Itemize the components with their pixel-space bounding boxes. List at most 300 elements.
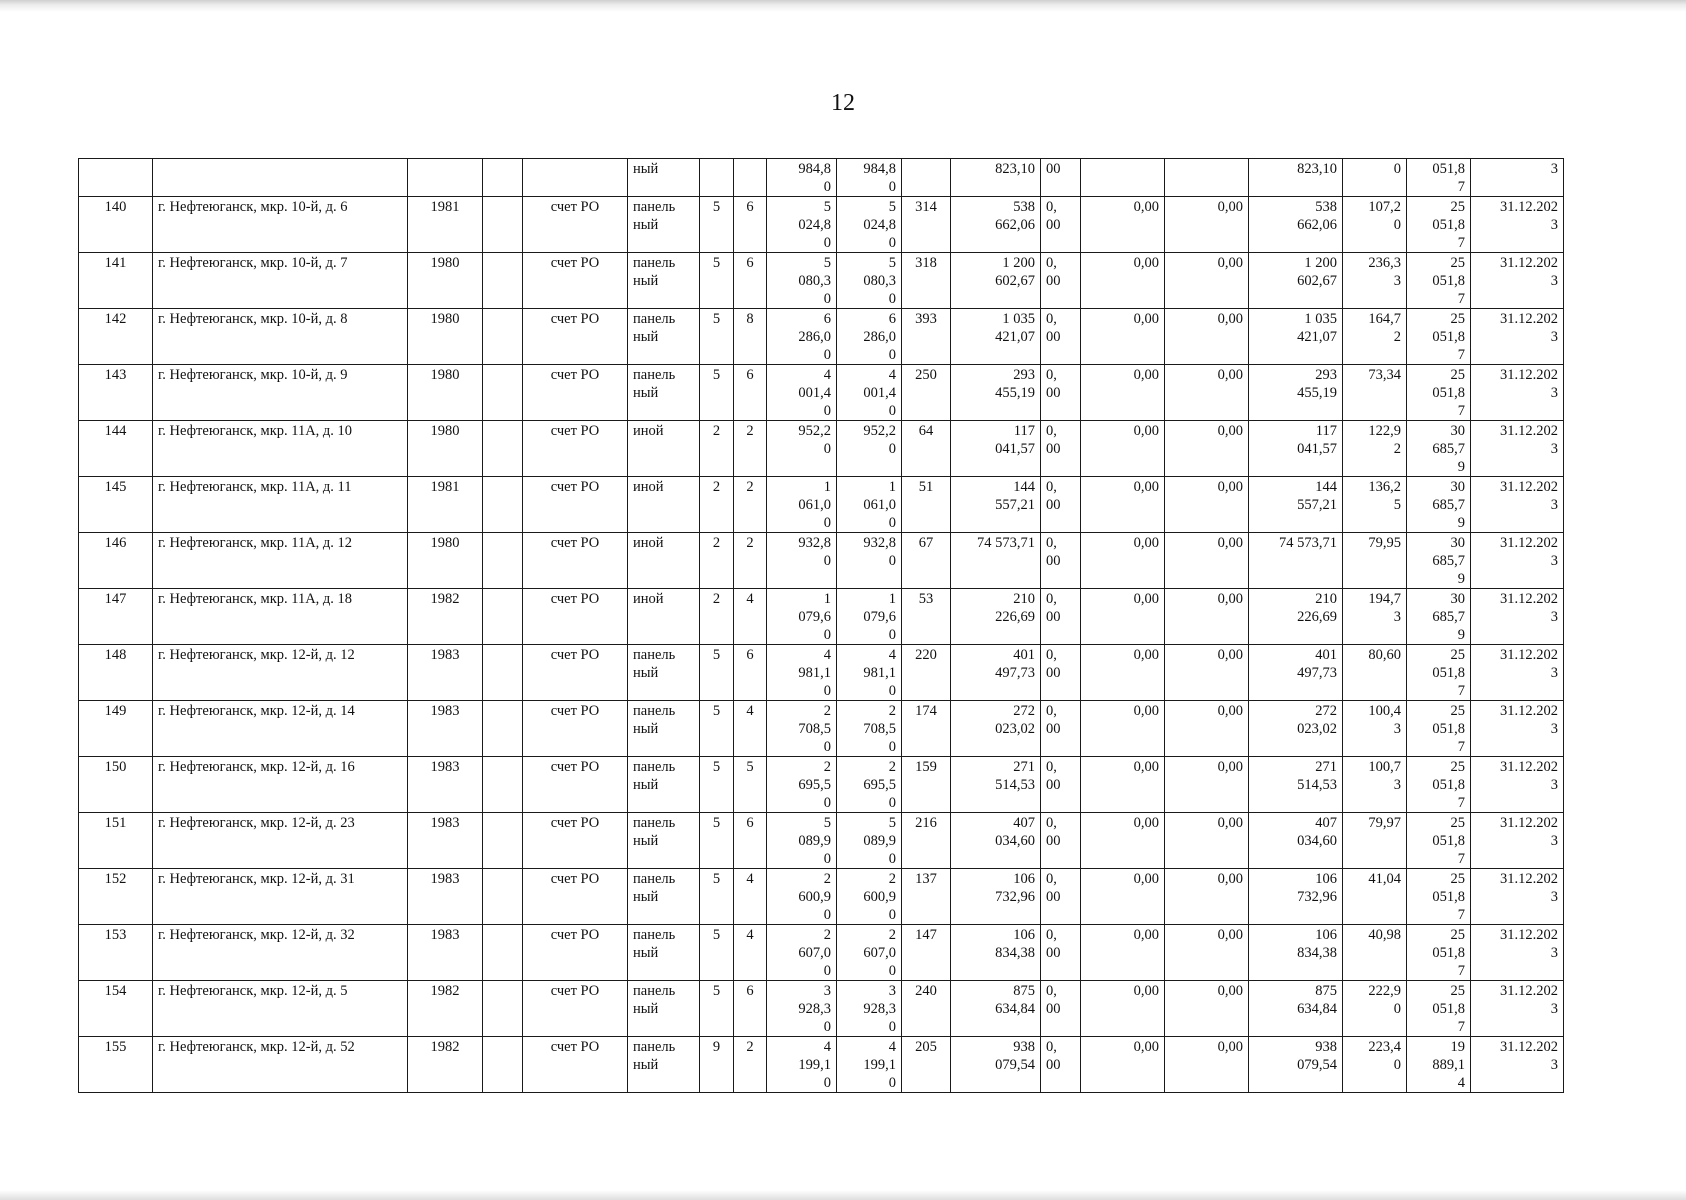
cell-wall-material: панель ный — [628, 925, 700, 981]
cell-empty — [483, 757, 523, 813]
cell-year: 1983 — [408, 645, 483, 701]
cell-local-funds: 0,00 — [1165, 645, 1249, 701]
cell-fund-method: счет РО — [523, 981, 628, 1037]
cell-max-cost: 051,8 7 — [1407, 159, 1471, 197]
cell-federal-funds: 0, 00 — [1041, 589, 1081, 645]
cell-federal-funds: 0, 00 — [1041, 1037, 1081, 1093]
cell-regional-funds: 0,00 — [1081, 869, 1165, 925]
cell-entrances: 2 — [734, 477, 767, 533]
cell-floors: 9 — [700, 1037, 734, 1093]
cell-fund-method: счет РО — [523, 869, 628, 925]
cell-max-cost: 25 051,8 7 — [1407, 869, 1471, 925]
cell-cost-per-m2: 41,04 — [1343, 869, 1407, 925]
cell-local-funds: 0,00 — [1165, 869, 1249, 925]
cell-wall-material: панель ный — [628, 813, 700, 869]
cell-regional-funds: 0,00 — [1081, 1037, 1165, 1093]
cell-entrances: 2 — [734, 1037, 767, 1093]
cell-wall-material: иной — [628, 421, 700, 477]
cell-deadline: 31.12.202 3 — [1471, 589, 1564, 645]
cell-floors — [700, 159, 734, 197]
cell-federal-funds: 0, 00 — [1041, 925, 1081, 981]
cell-living-area: 4 981,1 0 — [837, 645, 902, 701]
cell-total-cost: 407 034,60 — [951, 813, 1041, 869]
cell-entrances — [734, 159, 767, 197]
housing-repair-register-table — [78, 158, 1564, 1093]
cell-deadline: 31.12.202 3 — [1471, 701, 1564, 757]
cell-total-cost: 823,10 — [951, 159, 1041, 197]
cell-regional-funds: 0,00 — [1081, 477, 1165, 533]
cell-living-area: 2 695,5 0 — [837, 757, 902, 813]
cell-regional-funds: 0,00 — [1081, 309, 1165, 365]
cell-owner-funds: 117 041,57 — [1249, 421, 1343, 477]
cell-wall-material: панель ный — [628, 253, 700, 309]
cell-regional-funds: 0,00 — [1081, 645, 1165, 701]
cell-cost-per-m2: 236,3 3 — [1343, 253, 1407, 309]
table-row — [79, 701, 1564, 757]
cell-fund-method: счет РО — [523, 757, 628, 813]
cell-empty — [483, 421, 523, 477]
page-number: 12 — [831, 90, 855, 116]
cell-entrances: 8 — [734, 309, 767, 365]
cell-entrances: 6 — [734, 197, 767, 253]
cell-wall-material: панель ный — [628, 197, 700, 253]
cell-fund-method: счет РО — [523, 253, 628, 309]
cell-address: г. Нефтеюганск, мкр. 10-й, д. 6 — [153, 197, 408, 253]
cell-owner-funds: 823,10 — [1249, 159, 1343, 197]
cell-wall-material: панель ный — [628, 869, 700, 925]
cell-fund-method: счет РО — [523, 813, 628, 869]
cell-fund-method: счет РО — [523, 925, 628, 981]
cell-local-funds: 0,00 — [1165, 1037, 1249, 1093]
cell-deadline: 31.12.202 3 — [1471, 645, 1564, 701]
cell-total-area: 2 708,5 0 — [767, 701, 837, 757]
cell-entrances: 4 — [734, 701, 767, 757]
cell-cost-per-m2: 100,4 3 — [1343, 701, 1407, 757]
cell-max-cost: 25 051,8 7 — [1407, 253, 1471, 309]
cell-regional-funds: 0,00 — [1081, 925, 1165, 981]
cell-row-number: 151 — [79, 813, 153, 869]
cell-row-number: 147 — [79, 589, 153, 645]
cell-deadline: 31.12.202 3 — [1471, 981, 1564, 1037]
cell-address: г. Нефтеюганск, мкр. 10-й, д. 9 — [153, 365, 408, 421]
cell-owner-funds: 293 455,19 — [1249, 365, 1343, 421]
cell-max-cost: 25 051,8 7 — [1407, 757, 1471, 813]
cell-empty — [483, 1037, 523, 1093]
cell-empty — [483, 197, 523, 253]
cell-federal-funds: 0, 00 — [1041, 757, 1081, 813]
cell-owner-funds: 407 034,60 — [1249, 813, 1343, 869]
cell-max-cost: 25 051,8 7 — [1407, 701, 1471, 757]
cell-entrances: 6 — [734, 813, 767, 869]
cell-regional-funds: 0,00 — [1081, 365, 1165, 421]
cell-total-area: 932,8 0 — [767, 533, 837, 589]
cell-entrances: 6 — [734, 253, 767, 309]
cell-wall-material: иной — [628, 589, 700, 645]
table-row — [79, 589, 1564, 645]
cell-empty — [483, 813, 523, 869]
cell-owner-funds: 106 732,96 — [1249, 869, 1343, 925]
cell-entrances: 2 — [734, 533, 767, 589]
cell-total-cost: 106 732,96 — [951, 869, 1041, 925]
cell-living-area: 1 079,6 0 — [837, 589, 902, 645]
cell-row-number: 143 — [79, 365, 153, 421]
table-row — [79, 159, 1564, 197]
cell-floors: 5 — [700, 981, 734, 1037]
cell-total-cost: 875 634,84 — [951, 981, 1041, 1037]
cell-residents: 174 — [902, 701, 951, 757]
cell-wall-material: панель ный — [628, 701, 700, 757]
cell-regional-funds: 0,00 — [1081, 589, 1165, 645]
cell-total-area: 1 079,6 0 — [767, 589, 837, 645]
cell-address: г. Нефтеюганск, мкр. 12-й, д. 12 — [153, 645, 408, 701]
cell-federal-funds: 0, 00 — [1041, 533, 1081, 589]
cell-year: 1982 — [408, 589, 483, 645]
cell-federal-funds: 0, 00 — [1041, 813, 1081, 869]
cell-owner-funds: 106 834,38 — [1249, 925, 1343, 981]
cell-max-cost: 30 685,7 9 — [1407, 477, 1471, 533]
cell-entrances: 2 — [734, 421, 767, 477]
cell-floors: 2 — [700, 533, 734, 589]
cell-cost-per-m2: 73,34 — [1343, 365, 1407, 421]
cell-floors: 5 — [700, 645, 734, 701]
cell-federal-funds: 0, 00 — [1041, 365, 1081, 421]
cell-empty — [483, 981, 523, 1037]
cell-year: 1981 — [408, 477, 483, 533]
cell-fund-method: счет РО — [523, 365, 628, 421]
cell-row-number: 146 — [79, 533, 153, 589]
cell-address: г. Нефтеюганск, мкр. 12-й, д. 31 — [153, 869, 408, 925]
cell-address: г. Нефтеюганск, мкр. 12-й, д. 23 — [153, 813, 408, 869]
cell-fund-method — [523, 159, 628, 197]
cell-year: 1983 — [408, 757, 483, 813]
cell-total-area: 984,8 0 — [767, 159, 837, 197]
cell-owner-funds: 210 226,69 — [1249, 589, 1343, 645]
cell-total-cost: 106 834,38 — [951, 925, 1041, 981]
table-row — [79, 533, 1564, 589]
cell-floors: 5 — [700, 701, 734, 757]
table-row — [79, 1037, 1564, 1093]
cell-empty — [483, 701, 523, 757]
cell-federal-funds: 0, 00 — [1041, 477, 1081, 533]
cell-year: 1980 — [408, 533, 483, 589]
cell-local-funds: 0,00 — [1165, 477, 1249, 533]
cell-living-area: 4 001,4 0 — [837, 365, 902, 421]
cell-cost-per-m2: 100,7 3 — [1343, 757, 1407, 813]
cell-total-cost: 272 023,02 — [951, 701, 1041, 757]
cell-wall-material: ный — [628, 159, 700, 197]
cell-row-number: 141 — [79, 253, 153, 309]
cell-deadline: 31.12.202 3 — [1471, 253, 1564, 309]
cell-max-cost: 25 051,8 7 — [1407, 813, 1471, 869]
table-row — [79, 869, 1564, 925]
cell-local-funds: 0,00 — [1165, 533, 1249, 589]
cell-living-area: 5 080,3 0 — [837, 253, 902, 309]
cell-living-area: 5 024,8 0 — [837, 197, 902, 253]
cell-year: 1983 — [408, 813, 483, 869]
cell-residents: 159 — [902, 757, 951, 813]
cell-cost-per-m2: 80,60 — [1343, 645, 1407, 701]
cell-address: г. Нефтеюганск, мкр. 11А, д. 10 — [153, 421, 408, 477]
cell-total-cost: 401 497,73 — [951, 645, 1041, 701]
cell-total-area: 2 695,5 0 — [767, 757, 837, 813]
cell-residents: 147 — [902, 925, 951, 981]
cell-owner-funds: 875 634,84 — [1249, 981, 1343, 1037]
cell-total-cost: 117 041,57 — [951, 421, 1041, 477]
cell-total-area: 3 928,3 0 — [767, 981, 837, 1037]
cell-row-number: 150 — [79, 757, 153, 813]
cell-total-cost: 210 226,69 — [951, 589, 1041, 645]
cell-empty — [483, 309, 523, 365]
cell-cost-per-m2: 122,9 2 — [1343, 421, 1407, 477]
table-row — [79, 309, 1564, 365]
cell-year: 1980 — [408, 253, 483, 309]
cell-total-cost: 293 455,19 — [951, 365, 1041, 421]
cell-address: г. Нефтеюганск, мкр. 11А, д. 18 — [153, 589, 408, 645]
cell-address: г. Нефтеюганск, мкр. 12-й, д. 32 — [153, 925, 408, 981]
cell-entrances: 5 — [734, 757, 767, 813]
cell-federal-funds: 00 — [1041, 159, 1081, 197]
cell-regional-funds: 0,00 — [1081, 701, 1165, 757]
cell-max-cost: 25 051,8 7 — [1407, 925, 1471, 981]
table-row — [79, 757, 1564, 813]
cell-fund-method: счет РО — [523, 309, 628, 365]
cell-empty — [483, 925, 523, 981]
cell-living-area: 932,8 0 — [837, 533, 902, 589]
cell-living-area: 2 600,9 0 — [837, 869, 902, 925]
cell-total-cost: 538 662,06 — [951, 197, 1041, 253]
cell-regional-funds: 0,00 — [1081, 197, 1165, 253]
cell-residents: 393 — [902, 309, 951, 365]
cell-owner-funds: 1 035 421,07 — [1249, 309, 1343, 365]
cell-regional-funds: 0,00 — [1081, 757, 1165, 813]
table-body — [79, 159, 1564, 1093]
cell-residents: 240 — [902, 981, 951, 1037]
table-row — [79, 477, 1564, 533]
cell-federal-funds: 0, 00 — [1041, 645, 1081, 701]
cell-floors: 5 — [700, 869, 734, 925]
table-row — [79, 981, 1564, 1037]
cell-floors: 5 — [700, 757, 734, 813]
cell-wall-material: панель ный — [628, 757, 700, 813]
cell-year — [408, 159, 483, 197]
cell-row-number: 148 — [79, 645, 153, 701]
cell-cost-per-m2: 79,97 — [1343, 813, 1407, 869]
cell-residents: 318 — [902, 253, 951, 309]
cell-local-funds: 0,00 — [1165, 589, 1249, 645]
cell-residents: 220 — [902, 645, 951, 701]
cell-total-area: 5 080,3 0 — [767, 253, 837, 309]
cell-row-number: 140 — [79, 197, 153, 253]
cell-deadline: 31.12.202 3 — [1471, 925, 1564, 981]
cell-federal-funds: 0, 00 — [1041, 869, 1081, 925]
cell-max-cost: 30 685,7 9 — [1407, 533, 1471, 589]
cell-fund-method: счет РО — [523, 701, 628, 757]
cell-owner-funds: 272 023,02 — [1249, 701, 1343, 757]
cell-total-area: 1 061,0 0 — [767, 477, 837, 533]
table-row — [79, 645, 1564, 701]
cell-fund-method: счет РО — [523, 477, 628, 533]
cell-year: 1980 — [408, 309, 483, 365]
cell-max-cost: 19 889,1 4 — [1407, 1037, 1471, 1093]
cell-entrances: 4 — [734, 869, 767, 925]
cell-entrances: 6 — [734, 645, 767, 701]
cell-residents: 314 — [902, 197, 951, 253]
cell-federal-funds: 0, 00 — [1041, 981, 1081, 1037]
cell-fund-method: счет РО — [523, 533, 628, 589]
cell-row-number: 144 — [79, 421, 153, 477]
cell-cost-per-m2: 223,4 0 — [1343, 1037, 1407, 1093]
cell-address: г. Нефтеюганск, мкр. 12-й, д. 14 — [153, 701, 408, 757]
cell-local-funds: 0,00 — [1165, 701, 1249, 757]
cell-owner-funds: 144 557,21 — [1249, 477, 1343, 533]
cell-max-cost: 25 051,8 7 — [1407, 309, 1471, 365]
cell-cost-per-m2: 194,7 3 — [1343, 589, 1407, 645]
cell-regional-funds: 0,00 — [1081, 253, 1165, 309]
cell-empty — [483, 645, 523, 701]
cell-deadline: 31.12.202 3 — [1471, 421, 1564, 477]
cell-local-funds — [1165, 159, 1249, 197]
cell-fund-method: счет РО — [523, 645, 628, 701]
cell-total-cost: 1 200 602,67 — [951, 253, 1041, 309]
cell-owner-funds: 74 573,71 — [1249, 533, 1343, 589]
cell-fund-method: счет РО — [523, 1037, 628, 1093]
cell-floors: 2 — [700, 477, 734, 533]
cell-row-number: 149 — [79, 701, 153, 757]
cell-total-area: 952,2 0 — [767, 421, 837, 477]
cell-total-cost: 144 557,21 — [951, 477, 1041, 533]
table-row — [79, 925, 1564, 981]
cell-wall-material: панель ный — [628, 309, 700, 365]
cell-regional-funds: 0,00 — [1081, 421, 1165, 477]
cell-entrances: 4 — [734, 925, 767, 981]
cell-federal-funds: 0, 00 — [1041, 197, 1081, 253]
cell-row-number — [79, 159, 153, 197]
cell-empty — [483, 365, 523, 421]
cell-owner-funds: 1 200 602,67 — [1249, 253, 1343, 309]
cell-year: 1982 — [408, 981, 483, 1037]
cell-fund-method: счет РО — [523, 197, 628, 253]
cell-federal-funds: 0, 00 — [1041, 253, 1081, 309]
cell-cost-per-m2: 136,2 5 — [1343, 477, 1407, 533]
cell-address: г. Нефтеюганск, мкр. 11А, д. 11 — [153, 477, 408, 533]
table-row — [79, 253, 1564, 309]
cell-local-funds: 0,00 — [1165, 757, 1249, 813]
cell-living-area: 3 928,3 0 — [837, 981, 902, 1037]
cell-total-area: 4 981,1 0 — [767, 645, 837, 701]
cell-wall-material: панель ный — [628, 981, 700, 1037]
cell-owner-funds: 271 514,53 — [1249, 757, 1343, 813]
cell-max-cost: 30 685,7 9 — [1407, 589, 1471, 645]
cell-regional-funds: 0,00 — [1081, 533, 1165, 589]
cell-year: 1981 — [408, 197, 483, 253]
cell-deadline: 31.12.202 3 — [1471, 197, 1564, 253]
cell-cost-per-m2: 107,2 0 — [1343, 197, 1407, 253]
cell-residents: 250 — [902, 365, 951, 421]
cell-entrances: 6 — [734, 981, 767, 1037]
cell-wall-material: иной — [628, 477, 700, 533]
cell-row-number: 152 — [79, 869, 153, 925]
cell-floors: 5 — [700, 925, 734, 981]
cell-living-area: 952,2 0 — [837, 421, 902, 477]
cell-regional-funds: 0,00 — [1081, 813, 1165, 869]
cell-floors: 5 — [700, 365, 734, 421]
cell-living-area: 4 199,1 0 — [837, 1037, 902, 1093]
cell-address: г. Нефтеюганск, мкр. 10-й, д. 8 — [153, 309, 408, 365]
table-row — [79, 197, 1564, 253]
cell-wall-material: панель ный — [628, 1037, 700, 1093]
cell-row-number: 153 — [79, 925, 153, 981]
cell-deadline: 3 — [1471, 159, 1564, 197]
cell-total-area: 6 286,0 0 — [767, 309, 837, 365]
cell-year: 1983 — [408, 701, 483, 757]
cell-fund-method: счет РО — [523, 589, 628, 645]
cell-empty — [483, 533, 523, 589]
cell-empty — [483, 869, 523, 925]
cell-total-area: 4 001,4 0 — [767, 365, 837, 421]
cell-deadline: 31.12.202 3 — [1471, 533, 1564, 589]
cell-total-area: 5 024,8 0 — [767, 197, 837, 253]
cell-max-cost: 25 051,8 7 — [1407, 197, 1471, 253]
cell-deadline: 31.12.202 3 — [1471, 869, 1564, 925]
cell-local-funds: 0,00 — [1165, 925, 1249, 981]
cell-local-funds: 0,00 — [1165, 253, 1249, 309]
cell-floors: 5 — [700, 197, 734, 253]
cell-residents — [902, 159, 951, 197]
cell-federal-funds: 0, 00 — [1041, 309, 1081, 365]
cell-regional-funds — [1081, 159, 1165, 197]
cell-local-funds: 0,00 — [1165, 813, 1249, 869]
cell-address: г. Нефтеюганск, мкр. 12-й, д. 5 — [153, 981, 408, 1037]
cell-local-funds: 0,00 — [1165, 981, 1249, 1037]
cell-year: 1983 — [408, 925, 483, 981]
cell-local-funds: 0,00 — [1165, 197, 1249, 253]
cell-empty — [483, 253, 523, 309]
cell-floors: 5 — [700, 813, 734, 869]
cell-max-cost: 25 051,8 7 — [1407, 365, 1471, 421]
cell-federal-funds: 0, 00 — [1041, 421, 1081, 477]
cell-owner-funds: 538 662,06 — [1249, 197, 1343, 253]
cell-cost-per-m2: 164,7 2 — [1343, 309, 1407, 365]
cell-year: 1980 — [408, 365, 483, 421]
cell-row-number: 142 — [79, 309, 153, 365]
cell-living-area: 2 708,5 0 — [837, 701, 902, 757]
cell-empty — [483, 159, 523, 197]
cell-floors: 2 — [700, 589, 734, 645]
cell-deadline: 31.12.202 3 — [1471, 477, 1564, 533]
cell-empty — [483, 589, 523, 645]
table-row — [79, 813, 1564, 869]
cell-deadline: 31.12.202 3 — [1471, 309, 1564, 365]
cell-address: г. Нефтеюганск, мкр. 12-й, д. 16 — [153, 757, 408, 813]
cell-residents: 51 — [902, 477, 951, 533]
cell-floors: 2 — [700, 421, 734, 477]
cell-address: г. Нефтеюганск, мкр. 12-й, д. 52 — [153, 1037, 408, 1093]
cell-wall-material: панель ный — [628, 365, 700, 421]
cell-year: 1980 — [408, 421, 483, 477]
cell-wall-material: панель ный — [628, 645, 700, 701]
cell-cost-per-m2: 79,95 — [1343, 533, 1407, 589]
cell-fund-method: счет РО — [523, 421, 628, 477]
cell-deadline: 31.12.202 3 — [1471, 813, 1564, 869]
cell-max-cost: 30 685,7 9 — [1407, 421, 1471, 477]
cell-total-area: 4 199,1 0 — [767, 1037, 837, 1093]
cell-floors: 5 — [700, 309, 734, 365]
table-row — [79, 421, 1564, 477]
cell-cost-per-m2: 40,98 — [1343, 925, 1407, 981]
cell-total-cost: 74 573,71 — [951, 533, 1041, 589]
cell-year: 1982 — [408, 1037, 483, 1093]
cell-local-funds: 0,00 — [1165, 365, 1249, 421]
